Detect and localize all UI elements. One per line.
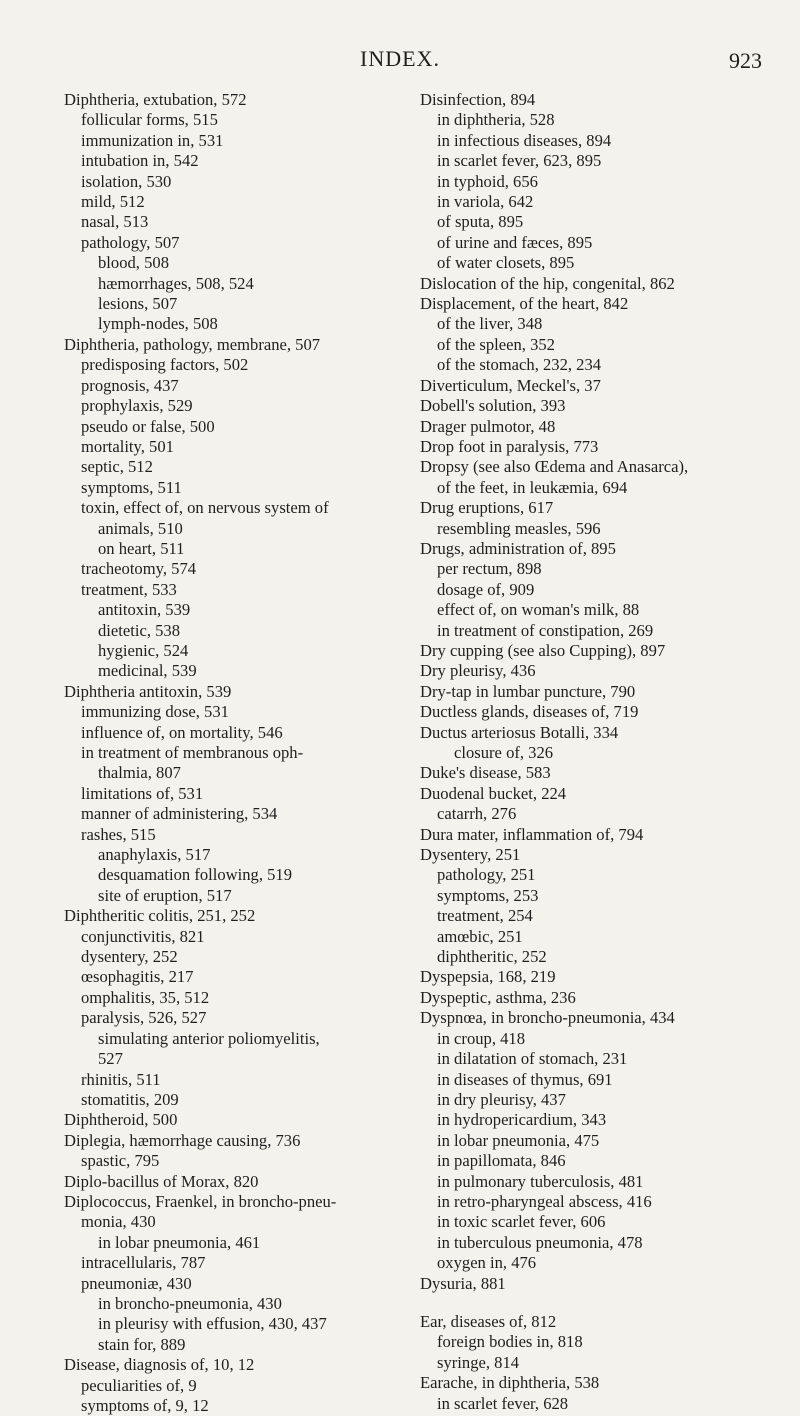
- index-column-left: [64, 90, 404, 1416]
- index-subentry: of the liver, 348: [437, 314, 543, 334]
- index-subentry: lesions, 507: [98, 294, 178, 314]
- index-entry: Dobell's solution, 393: [420, 396, 566, 416]
- index-subentry: hæmorrhages, 508, 524: [98, 273, 254, 293]
- index-subentry: rashes, 515: [81, 824, 156, 844]
- index-entry: Dyspnœa, in broncho-pneumonia, 434: [420, 1008, 675, 1028]
- index-subentry: symptoms, 253: [437, 885, 539, 905]
- index-subentry: per rectum, 898: [437, 559, 542, 579]
- index-entry: Drager pulmotor, 48: [420, 416, 556, 436]
- index-subentry: limitations of, 531: [81, 783, 204, 803]
- index-subentry: toxin, effect of, on nervous system of: [81, 498, 329, 518]
- index-subentry: catarrh, 276: [437, 804, 517, 824]
- index-subentry: effect of, on woman's milk, 88: [437, 600, 640, 620]
- index-entry: Dyspeptic, asthma, 236: [420, 987, 576, 1007]
- index-subentry: prophylaxis, 529: [81, 396, 193, 416]
- page-number: 923: [729, 48, 762, 73]
- index-subentry: in retro-pharyngeal abscess, 416: [437, 1191, 652, 1211]
- index-subentry: treatment, 254: [437, 906, 533, 926]
- index-subentry: intubation in, 542: [81, 151, 199, 171]
- index-subentry: tracheotomy, 574: [81, 559, 197, 579]
- index-entry: Diphtheroid, 500: [64, 1110, 178, 1130]
- index-subentry: lymph-nodes, 508: [98, 314, 218, 334]
- index-subentry: of sputa, 895: [437, 212, 524, 232]
- index-entry: Disinfection, 894: [420, 90, 536, 109]
- index-entry: Duodenal bucket, 224: [420, 783, 567, 803]
- index-subentry: animals, 510: [98, 518, 183, 538]
- index-subentry: blood, 508: [98, 253, 169, 273]
- index-subentry: omphalitis, 35, 512: [81, 987, 210, 1007]
- index-subentry: thalmia, 807: [98, 763, 181, 783]
- index-entry: Diplococcus, Fraenkel, in broncho-pneu-: [64, 1191, 337, 1211]
- index-subentry: symptoms of, 9, 12: [81, 1396, 209, 1415]
- index-entry: Ear, diseases of, 812: [420, 1311, 557, 1331]
- index-subentry: in tuberculous pneumonia, 478: [437, 1232, 643, 1252]
- index-subentry: in broncho-pneumonia, 430: [98, 1293, 282, 1313]
- index-entry: Dysuria, 881: [420, 1273, 506, 1293]
- index-entry: Duke's disease, 583: [420, 763, 551, 783]
- index-subentry: in variola, 642: [437, 192, 534, 212]
- index-subentry: on heart, 511: [98, 538, 185, 558]
- index-entry: Displacement, of the heart, 842: [420, 294, 629, 314]
- index-entry: Disease, diagnosis of, 10, 12: [64, 1355, 255, 1375]
- index-entry: Ductless glands, diseases of, 719: [420, 702, 639, 722]
- index-subentry: amœbic, 251: [437, 926, 523, 946]
- index-subentry: dietetic, 538: [98, 620, 181, 640]
- index-subentry: monia, 430: [81, 1212, 156, 1232]
- index-subentry: of the feet, in leukæmia, 694: [437, 477, 628, 497]
- index-subentry: in treatment of constipation, 269: [437, 620, 654, 640]
- index-subentry: in dry pleurisy, 437: [437, 1089, 566, 1109]
- index-subentry: septic, 512: [81, 457, 153, 477]
- index-subentry: desquamation following, 519: [98, 865, 293, 885]
- index-entry: Diplegia, hæmorrhage causing, 736: [64, 1130, 301, 1150]
- index-entry: Diplo-bacillus of Morax, 820: [64, 1171, 259, 1191]
- index-subentry: œsophagitis, 217: [81, 967, 194, 987]
- index-entry: Ductus arteriosus Botalli, 334: [420, 722, 619, 742]
- index-subentry: immunization in, 531: [81, 130, 224, 150]
- index-entry: Dislocation of the hip, congenital, 862: [420, 273, 675, 293]
- index-subentry: stomatitis, 209: [81, 1089, 179, 1109]
- index-subentry: in papillomata, 846: [437, 1151, 566, 1171]
- index-entry: Earache, in diphtheria, 538: [420, 1373, 600, 1393]
- index-subentry: immunizing dose, 531: [81, 702, 229, 722]
- index-subentry: pseudo or false, 500: [81, 416, 215, 436]
- index-column-right: [420, 90, 792, 1414]
- index-subentry: foreign bodies in, 818: [437, 1332, 583, 1352]
- index-subentry: in scarlet fever, 623, 895: [437, 151, 602, 171]
- index-subentry: in diseases of thymus, 691: [437, 1069, 613, 1089]
- index-subentry: in dilatation of stomach, 231: [437, 1049, 628, 1069]
- index-entry: Diphtheria antitoxin, 539: [64, 681, 232, 701]
- page-title: INDEX.: [360, 46, 440, 71]
- index-subentry: of the spleen, 352: [437, 334, 555, 354]
- index-subentry: in lobar pneumonia, 461: [98, 1232, 261, 1252]
- index-subentry: in toxic scarlet fever, 606: [437, 1212, 606, 1232]
- index-subentry: of urine and fæces, 895: [437, 232, 593, 252]
- index-subentry: diphtheritic, 252: [437, 947, 547, 967]
- index-subentry: in typhoid, 656: [437, 171, 538, 191]
- index-subentry: mortality, 501: [81, 436, 174, 456]
- index-subentry: of water closets, 895: [437, 253, 575, 273]
- index-subentry: isolation, 530: [81, 171, 172, 191]
- index-subentry: intracellularis, 787: [81, 1253, 206, 1273]
- index-subentry: pathology, 507: [81, 232, 180, 252]
- index-subentry: hygienic, 524: [98, 640, 189, 660]
- index-subentry: prognosis, 437: [81, 375, 179, 395]
- index-subentry: follicular forms, 515: [81, 110, 218, 130]
- index-subentry: oxygen in, 476: [437, 1253, 537, 1273]
- index-subentry: in scarlet fever, 628: [437, 1393, 569, 1413]
- index-entry: Dry pleurisy, 436: [420, 661, 536, 681]
- index-entry: Drop foot in paralysis, 773: [420, 436, 599, 456]
- index-entry: Drug eruptions, 617: [420, 498, 554, 518]
- index-entry: Dry-tap in lumbar puncture, 790: [420, 681, 636, 701]
- index-subentry: simulating anterior poliomyelitis,: [98, 1028, 320, 1048]
- index-subentry: paralysis, 526, 527: [81, 1008, 207, 1028]
- index-subentry: medicinal, 539: [98, 661, 197, 681]
- index-subentry: conjunctivitis, 821: [81, 926, 205, 946]
- index-subentry: rhinitis, 511: [81, 1069, 161, 1089]
- index-entry: Dysentery, 251: [420, 845, 521, 865]
- index-subentry: closure of, 326: [454, 743, 554, 762]
- index-subentry: in treatment of membranous oph-: [81, 743, 304, 762]
- index-entry: Diphtheritic colitis, 251, 252: [64, 906, 256, 926]
- index-subentry: treatment, 533: [81, 579, 177, 599]
- index-subentry: syringe, 814: [437, 1352, 520, 1372]
- index-subentry: in croup, 418: [437, 1028, 526, 1048]
- index-subentry: in infectious diseases, 894: [437, 130, 612, 150]
- index-subentry: of the stomach, 232, 234: [437, 355, 602, 375]
- index-subentry: spastic, 795: [81, 1151, 160, 1171]
- index-subentry: manner of administering, 534: [81, 804, 278, 824]
- index-subentry: predisposing factors, 502: [81, 355, 249, 375]
- index-subentry: dosage of, 909: [437, 579, 535, 599]
- index-entry: Diphtheria, extubation, 572: [64, 90, 247, 109]
- index-subentry: anaphylaxis, 517: [98, 845, 211, 865]
- index-subentry: influence of, on mortality, 546: [81, 722, 283, 742]
- index-subentry: resembling measles, 596: [437, 518, 601, 538]
- index-subentry: in hydropericardium, 343: [437, 1110, 607, 1130]
- index-subentry: in pulmonary tuberculosis, 481: [437, 1171, 644, 1191]
- index-subentry: symptoms, 511: [81, 477, 182, 497]
- index-subentry: in diphtheria, 528: [437, 110, 555, 130]
- index-entry: Diphtheria, pathology, membrane, 507: [64, 334, 321, 354]
- index-entry: Dry cupping (see also Cupping), 897: [420, 640, 666, 660]
- index-subentry: pneumoniæ, 430: [81, 1273, 192, 1293]
- index-entry: Diverticulum, Meckel's, 37: [420, 375, 601, 395]
- index-subentry: 527: [98, 1049, 123, 1069]
- index-entry: Dropsy (see also Œdema and Anasarca),: [420, 457, 689, 477]
- index-entry: Dura mater, inflammation of, 794: [420, 824, 644, 844]
- index-entry: Dyspepsia, 168, 219: [420, 967, 556, 987]
- index-subentry: nasal, 513: [81, 212, 149, 232]
- index-subentry: stain for, 889: [98, 1334, 186, 1354]
- index-subentry: antitoxin, 539: [98, 600, 191, 620]
- index-subentry: in lobar pneumonia, 475: [437, 1130, 600, 1150]
- index-subentry: dysentery, 252: [81, 947, 178, 967]
- index-entry: Drugs, administration of, 895: [420, 538, 616, 558]
- index-subentry: site of eruption, 517: [98, 885, 232, 905]
- index-subentry: peculiarities of, 9: [81, 1375, 197, 1395]
- index-subentry: in pleurisy with effusion, 430, 437: [98, 1314, 327, 1334]
- section-gap: [420, 1294, 792, 1312]
- index-subentry: mild, 512: [81, 192, 145, 212]
- index-subentry: pathology, 251: [437, 865, 536, 885]
